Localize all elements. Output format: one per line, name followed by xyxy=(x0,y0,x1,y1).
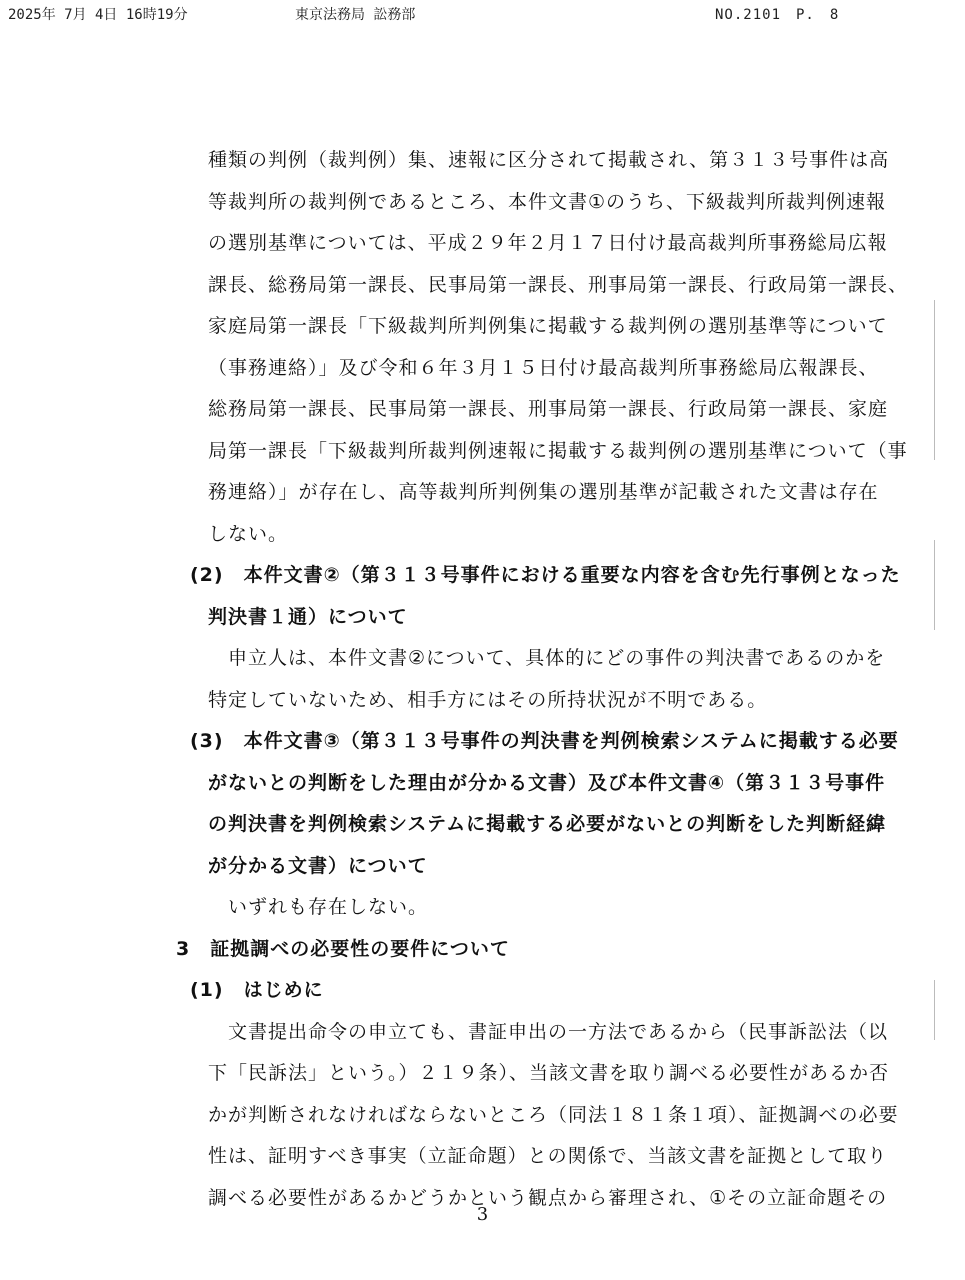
section-heading: 3 証拠調べの必要性の要件について xyxy=(176,938,510,960)
text-line: 局第一課長「下級裁判所裁判例速報に掲載する裁判例の選別基準について（事 xyxy=(208,440,908,462)
text-line: 申立人は、本件文書②について、具体的にどの事件の判決書であるのかを xyxy=(228,647,886,669)
fax-header xyxy=(0,4,965,28)
text-line: 課長、総務局第一課長、民事局第一課長、刑事局第一課長、行政局第一課長、 xyxy=(208,274,909,296)
section-heading: が分かる文書）について xyxy=(208,855,428,877)
text-line: かが判断されなければならないところ（同法１８１条１項）、証拠調べの必要 xyxy=(208,1104,899,1126)
scan-artifact xyxy=(934,980,935,1040)
text-line: 家庭局第一課長「下級裁判所判例集に掲載する裁判例の選別基準等について xyxy=(208,315,888,337)
text-line: 等裁判所の裁判例であるところ、本件文書①のうち、下級裁判所裁判例速報 xyxy=(208,191,887,213)
fax-page-info: NO.2101 P. 8 xyxy=(715,7,840,23)
text-line: 務連絡）」が存在し、高等裁判所判例集の選別基準が記載された文書は存在 xyxy=(208,481,879,503)
section-heading: の判決書を判例検索システムに掲載する必要がないとの判断をした判断経緯 xyxy=(208,813,887,835)
text-line: 文書提出命令の申立ても、書証申出の一方法であるから（民事訴訟法（以 xyxy=(228,1021,889,1043)
text-line: 下「民訴法」という。）２１９条）、当該文書を取り調べる必要性があるか否 xyxy=(208,1062,890,1084)
section-heading: (3) 本件文書③（第３１３号事件の判決書を判例検索システムに掲載する必要 xyxy=(190,730,899,752)
text-line: 総務局第一課長、民事局第一課長、刑事局第一課長、行政局第一課長、家庭 xyxy=(208,398,889,420)
text-line: 種類の判例（裁判例）集、速報に区分されて掲載され、第３１３号事件は高 xyxy=(208,149,890,171)
text-line: 調べる必要性があるかどうかという観点から審理され、①その立証命題その xyxy=(208,1187,888,1209)
fax-sender: 東京法務局 訟務部 xyxy=(295,7,416,23)
section-heading: (1) はじめに xyxy=(190,979,324,1001)
section-heading: (2) 本件文書②（第３１３号事件における重要な内容を含む先行事例となった xyxy=(190,564,901,586)
text-line: （事務連絡）」及び令和６年３月１５日付け最高裁判所事務総局広報課長、 xyxy=(208,357,879,379)
text-line: の選別基準については、平成２９年２月１７日付け最高裁判所事務総局広報 xyxy=(208,232,888,254)
scan-artifact xyxy=(934,300,935,460)
scan-artifact xyxy=(934,540,935,630)
page-number: 3 xyxy=(476,1204,489,1225)
fax-timestamp: 2025年 7月 4日 16時19分 xyxy=(8,7,188,23)
text-line: いずれも存在しない。 xyxy=(228,896,429,918)
section-heading: がないとの判断をした理由が分かる文書）及び本件文書④（第３１３号事件 xyxy=(208,772,886,794)
section-heading: 判決書１通）について xyxy=(208,606,408,628)
text-line: 性は、証明すべき事実（立証命題）との関係で、当該文書を証拠として取り xyxy=(208,1145,888,1167)
text-line: しない。 xyxy=(208,523,289,545)
text-line: 特定していないため、相手方にはその所持状況が不明である。 xyxy=(208,689,768,711)
